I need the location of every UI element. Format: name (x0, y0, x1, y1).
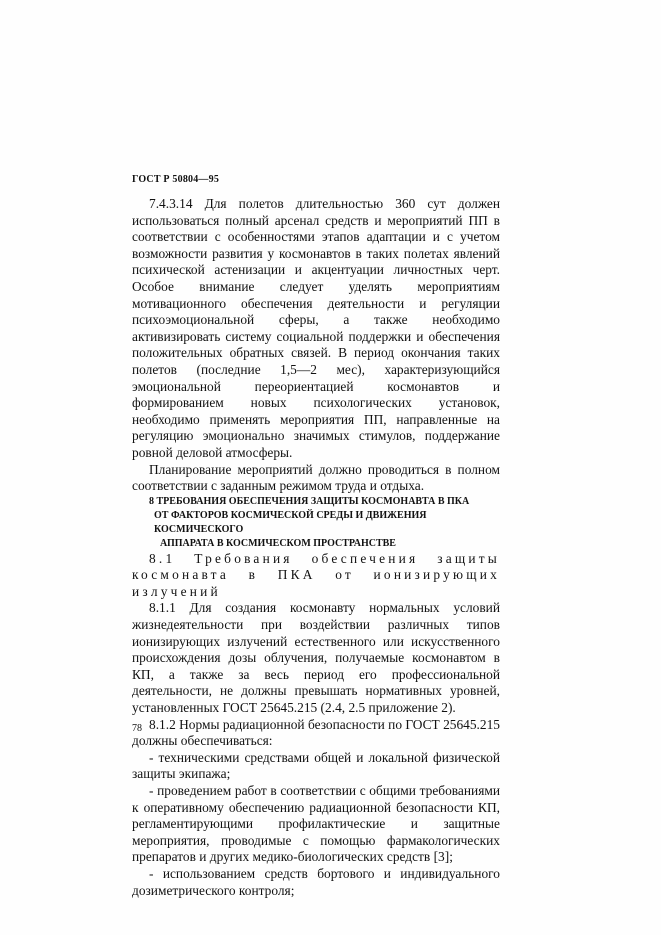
list-item-works: - проведением работ в соответствии с общими требованиями к оперативному обеспечению радиационной безопасности КП, регламентирующими профилактические и защитные мероприятия, проводимые с помощью фармакологических препаратов и других медико-биологических средств [3]; (132, 783, 500, 865)
page-number: 78 (132, 723, 142, 734)
section-8-title (132, 495, 500, 551)
list-item-technical-means: - техническими средствами общей и локальной физической защиты экипажа; (132, 749, 500, 782)
paragraph-planning: Планирование мероприятий должно проводиться в полном соответствии с заданным режимом труда и отдыха. (132, 461, 500, 494)
section-title-line-3: АППАРАТА В КОСМИЧЕСКОМ ПРОСТРАНСТВЕ (160, 537, 396, 549)
paragraph-8-1-1: 8.1.1 Для создания космонавту нормальных условий жизнедеятельности при воздействии различных типов ионизирующих излучений естественного или искусственного происхождения дозы облучения, получаемые космонавтом в КП, а также за весь период его профессиональной деятельности, не должны превышать нормативных уровней, установленных ГОСТ 25645.215 (2.4, 2.5 приложение 2). (132, 600, 500, 716)
paragraph-8-1-2: 8.1.2 Нормы радиационной безопасности по ГОСТ 25645.215 должны обеспечиваться: (132, 716, 500, 749)
section-title-line-2: ОТ ФАКТОРОВ КОСМИЧЕСКОЙ СРЕДЫ И ДВИЖЕНИЯ КОСМИЧЕСКОГО (154, 509, 427, 535)
section-title-line-1: 8 ТРЕБОВАНИЯ ОБЕСПЕЧЕНИЯ ЗАЩИТЫ КОСМОНАВТА В ПКА (149, 495, 470, 507)
document-body (132, 196, 500, 899)
list-item-dosimetry: - использованием средств бортового и индивидуального дозиметрического контроля; (132, 865, 500, 898)
subsection-8-1-heading: 8.1 Требования обеспечения защиты космонавта в ПКА от ионизирующих излучений (132, 550, 500, 599)
document-code-header: ГОСТ Р 50804—95 (132, 174, 220, 185)
paragraph-7-4-3-14: 7.4.3.14 Для полетов длительностью 360 сут должен использоваться полный арсенал средств и мероприятий ПП в соответствии с особенностями этапов адаптации и с учетом возможности развития у космонавтов в таких полетах явлений психической астенизации и акцентуации личностных черт. Особое внимание следует уделять мероприятиям мотивационного обеспечения деятельности и регуляции психоэмоциональной сферы, а также необходимо активизировать систему социальной поддержки и обеспечения положительных обратных связей. В период окончания таких полетов (последние 1,5—2 мес), характеризующийся эмоциональной переориентацией космонавтов и формированием новых психологических установок, необходимо применять мероприятия ПП, направленные на регуляцию эмоционально значимых стимулов, поддержание ровной деловой атмосферы. (132, 196, 500, 460)
